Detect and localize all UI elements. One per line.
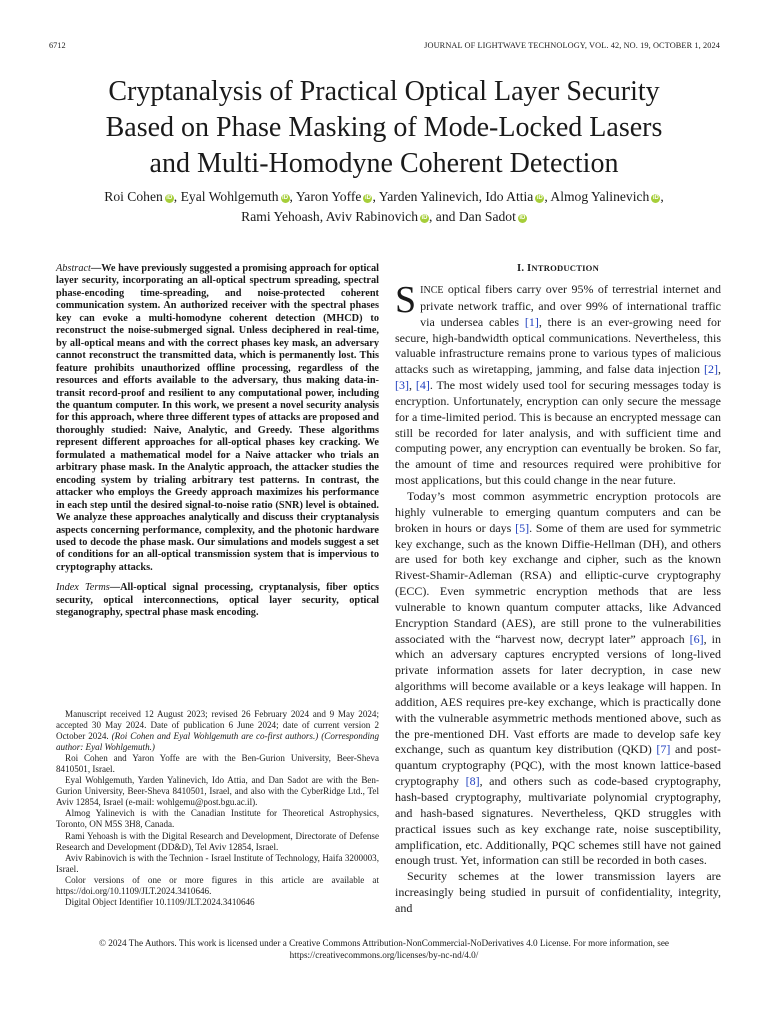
- text-run: , there is an ever-growing need for secure, high-bandwidth optical communications. Nevertheless, this valuable infrastructure remains prone to various types of malicious attacks such as wiretapping, jamming, and false data injection: [395, 314, 722, 377]
- citation-link[interactable]: [8]: [465, 774, 480, 789]
- footnote-affiliation: Almog Yalinevich is with the Canadian Institute for Theoretical Astrophysics, Toronto, ON M5S 3H8, Canada.: [56, 808, 379, 830]
- section-heading: [395, 263, 721, 274]
- right-column: [395, 263, 721, 917]
- orcid-icon[interactable]: iD: [536, 195, 543, 201]
- text-run: , and others such as code-based cryptography, hash-based cryptography, multivariate polynomial cryptography, and hash-based signatures. Nevertheless, QKD struggles with practical issues such as key exchange rate, noise susceptibility, amplification, etc. Additionally, PQC schemes still have not gained enough trust. Yet, information can still be recorded in both cases.: [395, 774, 721, 868]
- footnote-doi: Digital Object Identifier 10.1109/JLT.2024.3410646: [65, 896, 255, 907]
- author-conjunction: and: [435, 209, 456, 224]
- author-name: Roi Cohen: [104, 189, 163, 204]
- running-header: [0, 41, 768, 55]
- author-name: Rami Yehoash: [241, 209, 320, 224]
- author-name: Almog Yalinevich: [550, 189, 650, 204]
- smallcaps-lead: INCE: [420, 285, 444, 296]
- citation-link[interactable]: [1]: [524, 314, 539, 329]
- paper-title: [40, 74, 728, 182]
- journal-citation: JOURNAL OF LIGHTWAVE TECHNOLOGY, VOL. 42, NO. 19, OCTOBER 1, 2024: [424, 41, 720, 50]
- text-run: . The most widely used tool for securing messages today is encryption. Unfortunately, encryption can only secure the message for a time-limited period. This is because an encrypted message can still be recorded for later analysis, and with sufficient time and computing power, any encryption can eventually be broken. So far, the amount of time and resources required were prohibitive for most applications, but this could change in the near future.: [395, 378, 721, 488]
- index-terms-lead: Index Terms: [56, 582, 110, 594]
- footnote-dates: Manuscript received 12 August 2023; revised 26 February 2024 and 9 May 2024; accepted 30 May 2024. Date of publication 6 June 2024; date of current version 2 October 2024.: [56, 709, 379, 742]
- abstract-lead: Abstract: [56, 263, 91, 274]
- orcid-icon[interactable]: iD: [364, 195, 371, 201]
- title-line-1: Cryptanalysis of Practical Optical Layer Security: [108, 76, 660, 107]
- author-name: Aviv Rabinovich: [325, 209, 418, 224]
- index-terms: [56, 582, 379, 619]
- footnote-affiliation: Aviv Rabinovich is with the Technion - Israel Institute of Technology, Haifa 3200003, Israel.: [56, 852, 379, 874]
- citation-link[interactable]: [6]: [689, 631, 704, 646]
- abstract-text: —We have previously suggested a promising approach for optical layer security, incorporating an all-optical spectrum spreading, spectral phase-encoding time-spreading, and noise-protected coherent communication system. An authorized receiver with the spectral phases key can evoke a multi-homodyne coherent detection (MHCD) to reconstruct the noise-submerged signal. Unless deciphered in real-time, by all-optical means and with the correct phases key mask, an adversary cannot reconstruct the transmitted data, which is permanently lost. This feature prohibits unauthorized offline processing, regardless of the resources and efforts available to the adversary, thus making data-in-transit record-proof and resilient to any computational power, including the quantum computer. In this work, we present a novel security analysis for this approach, where three different types of attacks are proposed and thoroughly studied: Naive, Analytic, and Greedy. These algorithms represent different approaches for all-optical phases key cracking. We formulated a mathematical model for a Naive attacker who trials an arbitrary phase mask. In the Analytic approach, the attacker studies the encoding system by trialing arbitrary test patterns. In contrast, the attacker who employs the Greedy approach maximizes his performance in each step until the desired signal-to-noise ratio (SNR) level is obtained. We analyze these approaches analytically and discuss their cryptanalysis aspects concerning performance, complexity, and the photonic hardware used to decode the phase mask. Our simulations and models suggest a set of conditions for an all-optical transmission system that is impervious to cryptography attacks.: [56, 263, 380, 573]
- footnote-affiliation: Roi Cohen and Yaron Yoffe are with the Ben-Gurion University, Beer-Sheva 8410501, Israel.: [56, 753, 379, 775]
- footnote-manuscript: [56, 709, 379, 753]
- text-run: , in which an adversary captures encrypted versions of long-lived private information assets for later decryption, in case new algorithms will become available or a keys leakage will happen. In addition, AES requires pre-key exchange, which is practically done with the vulnerable asymmetric methods mentioned above, such as the pre-mentioned DH. Vast efforts are made to develop safe key exchange, such as quantum key distribution (QKD): [395, 631, 721, 757]
- orcid-icon[interactable]: iD: [421, 215, 428, 221]
- index-terms-text: —All-optical signal processing, cryptanalysis, fiber optics security, optical interconnections, optical layer security, optical steganography, spectral phase mask encoding.: [56, 582, 379, 619]
- text-run: . Some of them are used for symmetric key exchange, such as the known Diffie-Hellman (DH), and others are used for both key exchange and cipher, such as the known Rivest-Shamir-Adleman (RSA) and elliptic-curve cryptography (ECC). Even symmetric encryption methods that are less vulnerable to known quantum computer attacks, like Advanced Encryption Standard (AES), are still prone to the vulnerabilities associated with the “harvest now, decrypt later” approach: [395, 520, 721, 646]
- title-line-3: and Multi-Homodyne Coherent Detection: [149, 148, 619, 179]
- citation-link[interactable]: [2]: [704, 362, 718, 377]
- footnote-affiliation: Rami Yehoash is with the Digital Research and Development, Directorate of Defense Research and Development (DD&D), Tel Aviv 12854, Israel.: [56, 830, 379, 852]
- footnote-color-figures: Color versions of one or more figures in this article are available at https://doi.org/10.1109/JLT.2024.3410646.: [56, 874, 379, 896]
- license-url[interactable]: https://creativecommons.org/licenses/by-nc-nd/4.0/: [289, 949, 479, 960]
- citation-link[interactable]: [7]: [656, 742, 671, 757]
- orcid-icon[interactable]: iD: [166, 195, 173, 201]
- citation-link[interactable]: [3]: [395, 378, 409, 393]
- intro-paragraph-1: SINCE optical fibers carry over 95% of terrestrial internet and private network traffic, and over 99% of international traffic via undersea cables [1], there is an ever-growing need for secure, high-bandwidth optical communications. Nevertheless, this valuable infrastructure remains prone to various types of malicious attacks such as wiretapping, jamming, and false data injection [2], [3], [4]. The most widely used tool for securing messages today is encryption. Unfortunately, encryption can only secure the message for a time-limited period. This is because an encrypted message can still be recorded for later analysis, and with sufficient time and computing power, any encryption can eventually be broken. So far, the amount of time and resources required were prohibitive for most applications, but this could change in the near future.: [395, 279, 722, 488]
- page-number: 6712: [49, 41, 66, 50]
- abstract: [56, 263, 379, 574]
- intro-paragraph-2: [395, 489, 721, 869]
- author-list: Roi Cohen iD , Eyal Wohlgemuth iD , Yaron Yoffe iD , Yarden Yalinevich, Ido Attia iD , Almog Yalinevich iD , Rami Yehoash, Aviv Rabinovich iD , and Dan Sadot iD: [104, 189, 664, 224]
- orcid-icon[interactable]: iD: [519, 215, 526, 221]
- text-run: Today’s most common asymmetric encryption protocols are highly vulnerable to emerging quantum computers and can be broken in hours or days: [395, 488, 721, 535]
- intro-paragraph-3: Security schemes at the lower transmission layers are increasingly being studied in pursuit of confidentiality, integrity, and: [395, 869, 721, 915]
- section-title-initial: I: [527, 263, 532, 274]
- text-run: and post-quantum cryptography (PQC), with the most known lattice-based cryptography: [395, 742, 722, 789]
- footnote-cofirst: (Roi Cohen and Eyal Wohlgemuth are co-first authors.) (Corresponding author: Eyal Wohlgemuth.): [56, 731, 379, 753]
- drop-cap: S: [395, 279, 417, 321]
- footnote-affiliation: Eyal Wohlgemuth, Yarden Yalinevich, Ido Attia, and Dan Sadot are with the Ben-Gurion University, Beer-Sheva 8410501, Israel, and also with the CyberRidge Ltd., Tel Aviv 12854, Israel (e-mail: wohlgemu@post.bgu.ac.il).: [56, 775, 379, 808]
- license-notice: [40, 938, 728, 961]
- author-name: Dan Sadot: [458, 209, 516, 224]
- author-name: Yarden Yalinevich: [378, 189, 479, 204]
- citation-link[interactable]: [5]: [515, 520, 530, 535]
- citation-link[interactable]: [4]: [415, 378, 430, 393]
- text-run: optical fibers carry over 95% of terrestrial internet and private network traffic, and over 99% of international traffic via undersea cables: [420, 282, 721, 329]
- license-text: © 2024 The Authors. This work is licensed under a Creative Commons Attribution-NonCommercial-NoDerivatives 4.0 License. For more information, see: [98, 938, 670, 948]
- title-line-2: Based on Phase Masking of Mode-Locked Lasers: [105, 112, 663, 143]
- author-name: Eyal Wohlgemuth: [180, 189, 279, 204]
- orcid-icon[interactable]: iD: [282, 195, 289, 201]
- author-name: Ido Attia: [485, 189, 534, 204]
- orcid-icon[interactable]: iD: [652, 195, 659, 201]
- author-name: Yaron Yoffe: [295, 189, 362, 204]
- section-title-rest: NTRODUCTION: [531, 263, 599, 273]
- section-number: I.: [517, 263, 525, 274]
- footnotes: [56, 709, 379, 908]
- left-column: [56, 263, 379, 620]
